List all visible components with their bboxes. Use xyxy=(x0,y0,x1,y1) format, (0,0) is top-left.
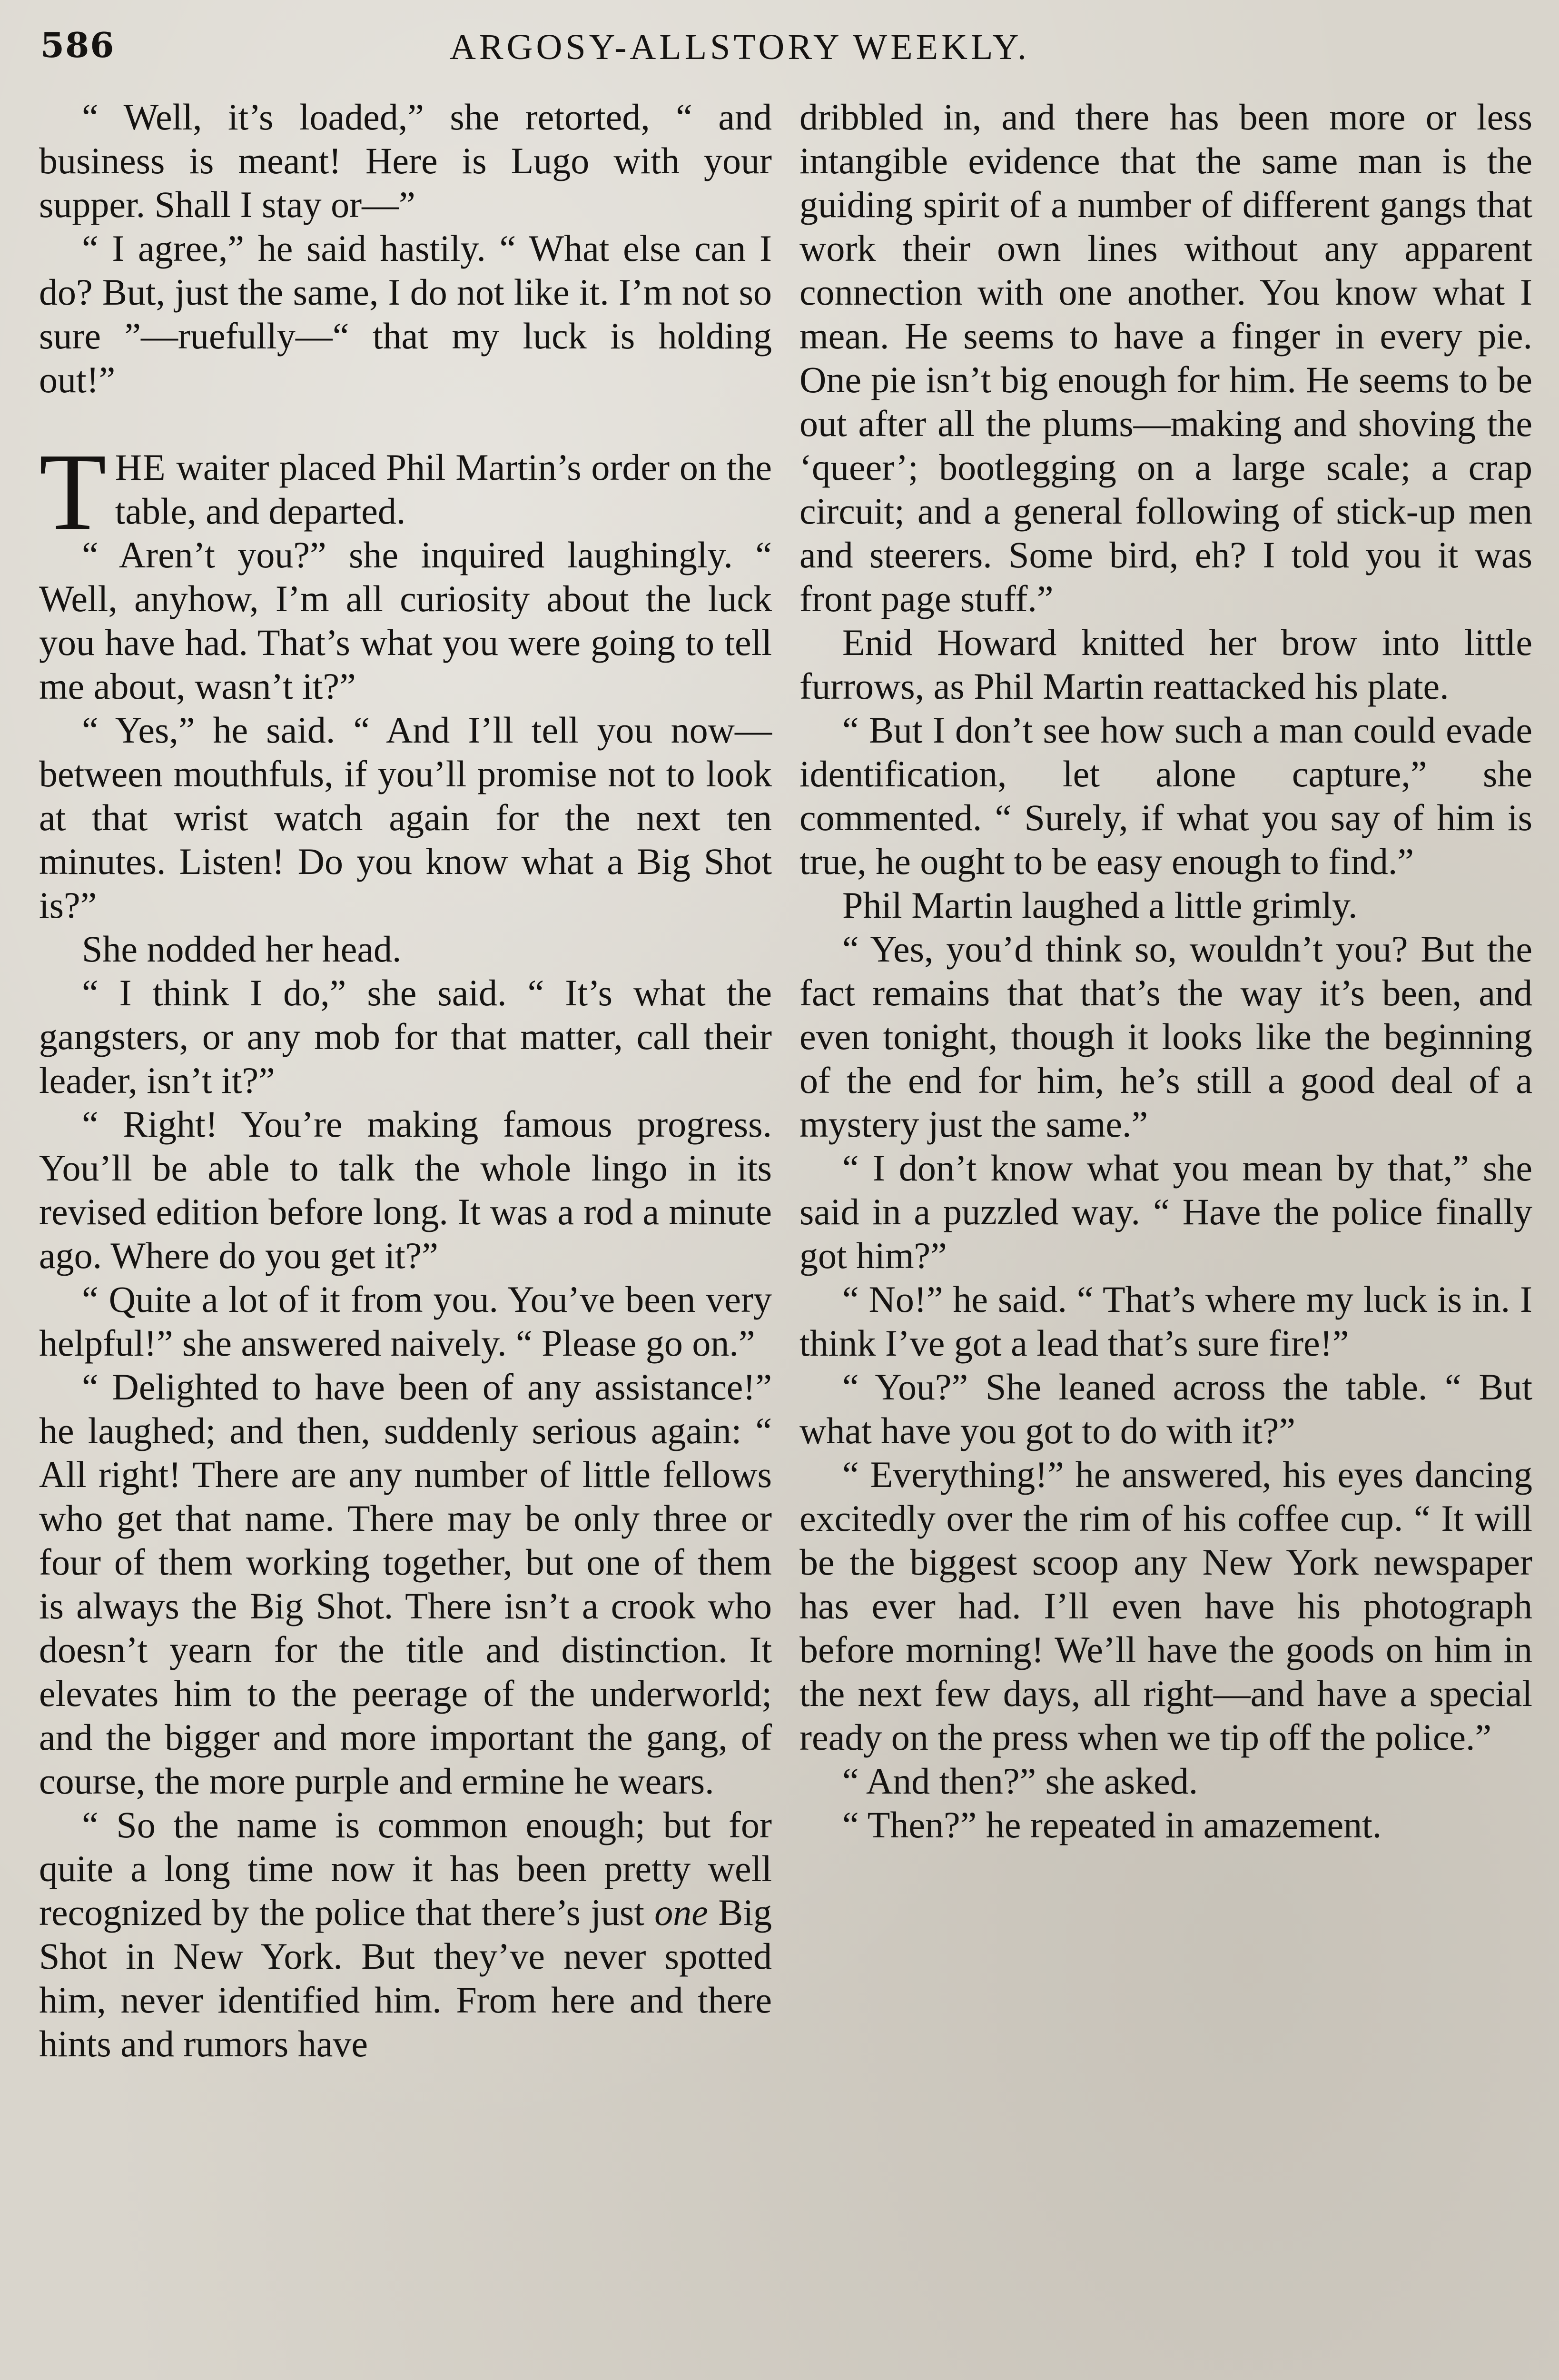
paragraph: “ Right! You’re making famous progress. You’ll be able to talk the whole lingo in its revised edition before long. It was a rod a minute ago. Where do you get it?” xyxy=(39,1103,772,1276)
paragraph: Phil Martin laughed a little grimly. xyxy=(842,884,1358,926)
paragraph: “ Yes,” he said. “ And I’ll tell you now—between mouthfuls, if you’ll promise not to look at that wrist watch again for the next ten minutes. Listen! Do you know what a Big Shot is?” xyxy=(39,709,772,926)
paragraph: “ Aren’t you?” she inquired laughingly. “ Well, anyhow, I’m all curiosity about the luck you have had. That’s what you were going to tell me about, wasn’t it?” xyxy=(39,534,772,707)
drop-cap: T xyxy=(39,431,107,553)
paragraph: “ Everything!” he answered, his eyes dancing excitedly over the rim of his coffee cup. “ It will be the biggest scoop any New York newspaper has ever had. I’ll even have his photograph before morning! We’ll have the goods on him in the next few days, all right—and have a special ready on the press when we tip off the police.” xyxy=(799,1454,1532,1758)
paragraph: “ Quite a lot of it from you. You’ve been very helpful!” she answered naively. “ Please go on.” xyxy=(39,1279,772,1364)
paragraph: “ I don’t know what you mean by that,” she said in a puzzled way. “ Have the police finally got him?” xyxy=(799,1147,1532,1276)
emphasis: one xyxy=(654,1892,708,1933)
page-header xyxy=(40,19,1525,71)
paragraph: “ And then?” she asked. xyxy=(842,1760,1198,1802)
paragraph: “ But I don’t see how such a man could evade identification, let alone capture,” she commented. “ Surely, if what you say of him is true, he ought to be easy enough to find.” xyxy=(799,709,1532,882)
paragraph: “ Yes, you’d think so, wouldn’t you? But the fact remains that that’s the way it’s been, and even tonight, though it looks like the beginning of the end for him, he’s still a good deal of a mystery just the same.” xyxy=(799,928,1532,1145)
paragraph: “ I agree,” he said hastily. “ What else can I do? But, just the same, I do not like it. I’m not so sure ”—ruefully—“ that my luck is holding out!” xyxy=(39,228,772,400)
section-break xyxy=(39,402,772,446)
paragraph-text: Big Shot in New York. But they’ve never spotted him, never identified him. From here and there hints and rumors have xyxy=(39,1892,772,2064)
paragraph-dropcap xyxy=(39,431,772,553)
running-head: ARGOSY-ALLSTORY WEEKLY. xyxy=(450,27,1030,67)
paragraph xyxy=(39,1803,772,2066)
paragraph: “ You?” She leaned across the table. “ But what have you got to do with it?” xyxy=(799,1366,1532,1451)
right-column xyxy=(799,95,1532,1847)
paragraph-text: waiter placed Phil Martin’s order on the table, and departed. xyxy=(115,446,772,532)
page-number: 586 xyxy=(40,25,115,65)
paragraph: “ No!” he said. “ That’s where my luck is in. I think I’ve got a lead that’s sure fire!” xyxy=(799,1279,1532,1364)
paragraph: Enid Howard knitted her brow into little furrows, as Phil Martin reattacked his plate. xyxy=(799,622,1532,707)
small-caps-lead: HE xyxy=(115,446,167,488)
paragraph: “ Then?” he repeated in amazement. xyxy=(842,1804,1382,1845)
left-column xyxy=(39,95,772,2066)
paragraph: “ Delighted to have been of any assistance!” he laughed; and then, suddenly serious again: “ All right! There are any number of little fellows who get that name. There may be only three or four of them working together, but one of them is always the Big Shot. There isn’t a crook who doesn’t yearn for the title and distinction. It elevates him to the peerage of the underworld; and the bigger and more important the gang, of course, the more purple and ermine he wears. xyxy=(39,1366,772,1802)
paragraph-continued: dribbled in, and there has been more or less intangible evidence that the same man is the guiding spirit of a number of different gangs that work their own lines without any apparent connection with one another. You know what I mean. He seems to have a finger in every pie. One pie isn’t big enough for him. He seems to be out after all the plums—making and shoving the ‘queer’; bootlegging on a large scale; a crap circuit; and a general following of stick-up men and steerers. Some bird, eh? I told you it was front page stuff.” xyxy=(799,96,1532,619)
paragraph: She nodded her head. xyxy=(82,928,402,970)
paragraph-text: “ So the name is common enough; but for quite a long time now it has been pretty well recognized by the police that there’s just xyxy=(39,1804,772,1933)
paragraph: “ I think I do,” she said. “ It’s what the gangsters, or any mob for that matter, call their leader, isn’t it?” xyxy=(39,972,772,1101)
paragraph: “ Well, it’s loaded,” she retorted, “ and business is meant! Here is Lugo with your supper. Shall I stay or—” xyxy=(39,96,772,225)
